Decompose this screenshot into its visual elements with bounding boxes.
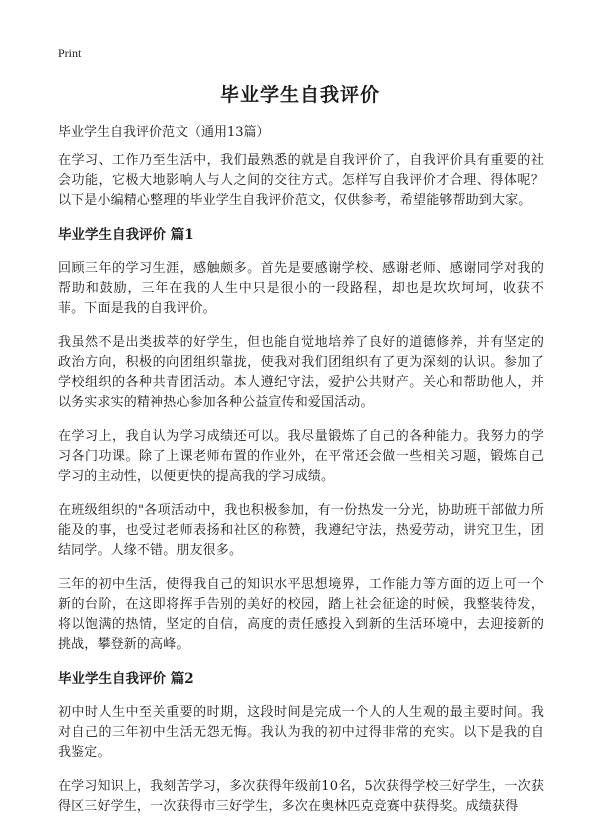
paragraph: 在学习知识上，我刻苦学习，多次获得年级前10名，5次获得学校三好学生，一次获得区三好学生，一次获得市三好学生，多次在奥林匹克竞赛中获得奖。成绩获得 bbox=[58, 779, 544, 814]
paragraph: 三年的初中生活，使得我自己的知识水平思想境界，工作能力等方面的迈上可一个新的台阶，在这即将挥手告别的美好的校园，踏上社会征途的时候，我整装待发，将以饱满的热情，坚定的自信，高度的责任感投入到新的生活环境中，去迎接新的挑战，攀登新的高峰。 bbox=[58, 577, 544, 652]
paragraph: 我虽然不是出类拔萃的好学生，但也能自觉地培养了良好的道德修养，并有坚定的政治方向，积极的向团组织靠拢，使我对我们团组织有了更为深刻的认识。参加了学校组织的各种共青团活动。本人遵纪守法，爱护公共财产。关心和帮助他人，并以务实求实的精神热心参加各种公益宣传和爱国活动。 bbox=[58, 335, 544, 410]
paragraph: 在学习上，我自认为学习成绩还可以。我尽量锻炼了自己的各种能力。我努力的学习各门功课。除了上课老师布置的作业外，在平常还会做一些相关习题，锻炼自己学习的主动性，以便更快的提高我的学习成绩。 bbox=[58, 429, 544, 484]
paragraph: 在班级组织的"各项活动中，我也积极参加，有一份热发一分光，协助班干部做力所能及的事，也受过老师表扬和社区的称赞，我遵纪守法，热爱劳动，讲究卫生，团结同学。人缘不错。朋友很多。 bbox=[58, 503, 544, 558]
intro-paragraph: 在学习、工作乃至生活中，我们最熟悉的就是自我评价了，自我评价具有重要的社会功能，它极大地影响人与人之间的交往方式。怎样写自我评价才合理、得体呢？以下是小编精心整理的毕业学生自我评价范文，仅供参考，希望能够帮助到大家。 bbox=[58, 153, 544, 208]
section-heading-2: 毕业学生自我评价 篇2 bbox=[58, 671, 194, 687]
page-title: 毕业学生自我评价 bbox=[219, 84, 380, 106]
page-subtitle: 毕业学生自我评价范文（通用13篇） bbox=[58, 125, 270, 140]
paragraph: 回顾三年的学习生涯，感触颇多。首先是要感谢学校、感谢老师、感谢同学对我的帮助和鼓励，三年在我的人生中只是很小的一段路程，却也是坎坎坷坷，收获不菲。下面是我的自我评价。 bbox=[58, 261, 544, 316]
paragraph: 初中时人生中至关重要的时期，这段时间是完成一个人的人生观的最主要时间。我对自己的三年初中生活无怨无悔。我认为我的初中过得非常的充实。以下是我的自我鉴定。 bbox=[58, 705, 544, 760]
section-heading-1: 毕业学生自我评价 篇1 bbox=[58, 227, 194, 243]
article-body bbox=[58, 151, 544, 831]
print-link[interactable]: Print bbox=[58, 46, 82, 60]
